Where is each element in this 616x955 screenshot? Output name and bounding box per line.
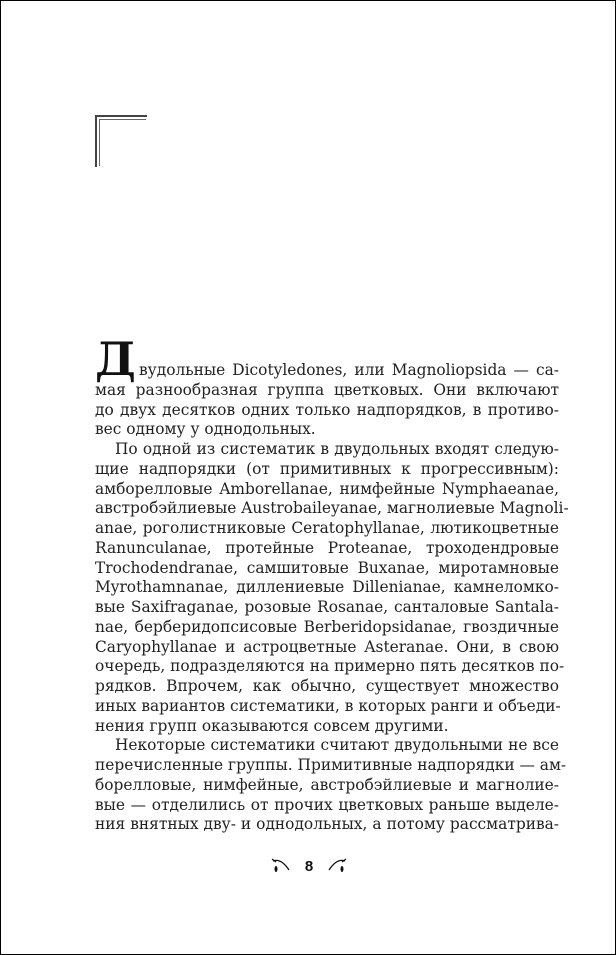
- text-line: нения групп оказываются совсем другими.: [95, 716, 449, 735]
- leaf-ornament-right-icon: [327, 858, 347, 874]
- text-line: иных вариантов систематики, в которых ранги и объеди-: [95, 696, 561, 715]
- text-line: вые — отделились от прочих цветковых раньше выделе-: [95, 795, 559, 814]
- text-line: Myrothamnanae, диллениевые Dillenianae, камнеломко-: [95, 578, 559, 597]
- text-line: Ranunculanae, протейные Proteanae, троходендровые: [95, 538, 559, 557]
- text-line: По одной из систематик в двудольных входят следую-: [115, 440, 559, 458]
- text-line: австробэйлиевые Austrobaileyanae, магнолиевые Magnoli-: [95, 499, 569, 518]
- text-line: очередь, подразделяются на примерно пять десятков по-: [95, 657, 565, 676]
- text-line: вудольные Dicotyledones, или Magnoliopsida — са-: [139, 361, 559, 379]
- text-line: щие надпорядки (от примитивных к прогрессивным):: [95, 459, 559, 478]
- text-line: амборелловые Amborellanae, нимфейные Nymphaeanae,: [95, 479, 559, 498]
- text-line: Caryophyllanae и астроцветные Asteranae. Они, в свою: [95, 637, 559, 656]
- text-line: борелловые, нимфейные, австробэйлиевые и магнолие-: [95, 775, 559, 794]
- text-line: рядков. Впрочем, как обычно, существует множество: [95, 677, 559, 695]
- text-line: перечисленные группы. Примитивные надпорядки — ам-: [95, 756, 567, 774]
- text-line: anae, роголистниковые Ceratophyllanae, лютикоцветные: [95, 519, 559, 537]
- body-text: [95, 361, 569, 835]
- text-line: nae, берберидопсисовые Berberidopsidanae, гвоздичные: [95, 617, 559, 636]
- text-line: вес одному у однодольных.: [95, 420, 316, 439]
- text-line: ния внятных дву- и однодольных, а потому рассматрива-: [95, 815, 559, 834]
- corner-ornament: [95, 115, 147, 167]
- page-number: 8: [304, 857, 314, 875]
- text-line: Trochodendranae, самшитовые Buxanae, миротамновые: [95, 558, 559, 577]
- drop-cap: Д: [95, 332, 136, 386]
- text-line: до двух десятков одних только надпорядков, в противо-: [95, 400, 559, 419]
- text-line: Некоторые систематики считают двудольными не все: [115, 736, 559, 755]
- text-line: мая разнообразная группа цветковых. Они включают: [95, 380, 559, 399]
- text-line: вые Saxifraganae, розовые Rosanae, санталовые Santala-: [95, 598, 559, 616]
- page-footer: [1, 857, 616, 875]
- leaf-ornament-left-icon: [271, 858, 291, 874]
